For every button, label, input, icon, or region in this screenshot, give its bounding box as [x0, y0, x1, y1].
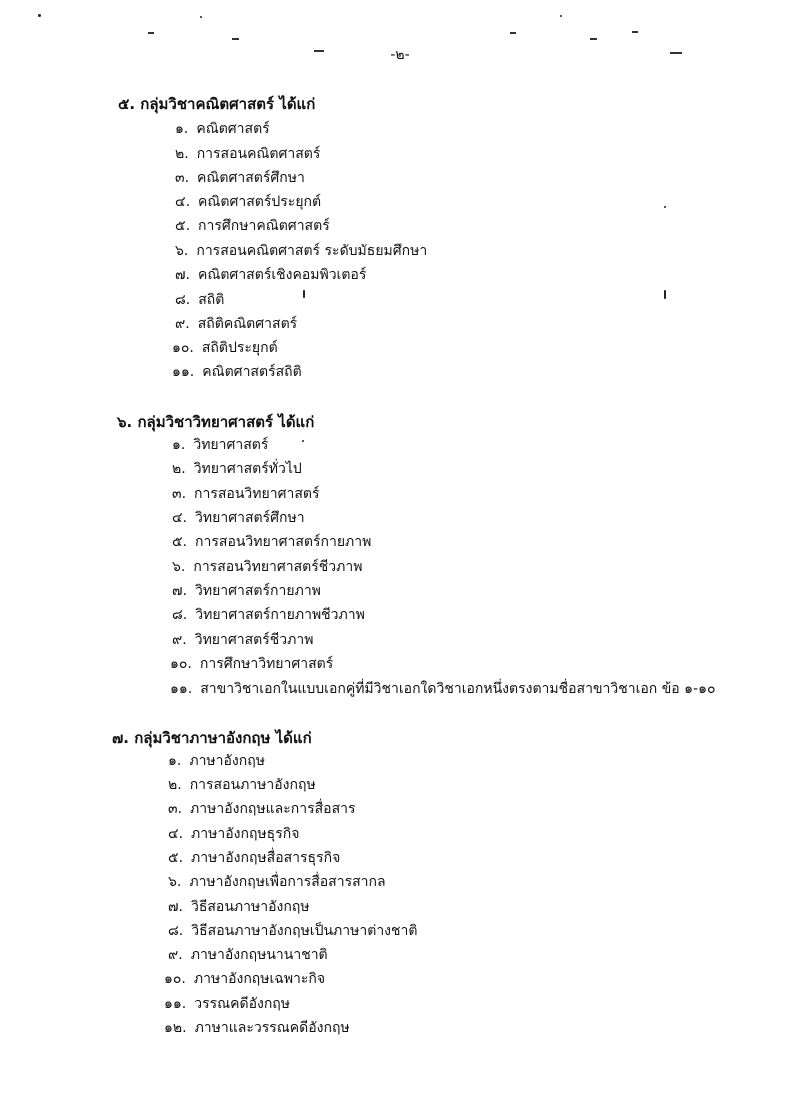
scan-mark — [590, 38, 597, 40]
list-item — [164, 1017, 350, 1039]
item-number: ๙. — [172, 632, 187, 648]
scan-speck — [38, 14, 41, 17]
item-label: การสอนภาษาอังกฤษ — [189, 777, 316, 793]
item-label: วิทยาศาสตร์ทั่วไป — [193, 461, 302, 477]
item-number: ๒. — [168, 777, 182, 793]
list-item — [168, 847, 340, 869]
list-item — [175, 143, 320, 165]
list-item — [175, 215, 330, 237]
item-label: สาขาวิชาเอกในแบบเอกคู่ที่มีวิชาเอกใดวิชาเอกหนึ่งตรงตามชื่อสาขาวิชาเอก ข้อ ๑-๑๐ — [200, 681, 716, 697]
list-item — [172, 580, 321, 602]
item-label: สถิติคณิตศาสตร์ — [197, 316, 298, 332]
item-number: ๑. — [175, 121, 189, 137]
item-number: ๓. — [175, 170, 190, 186]
list-item — [168, 920, 417, 942]
item-number: ๑. — [168, 753, 182, 769]
item-label: คณิตศาสตร์ประยุกต์ — [198, 194, 322, 210]
item-label: การสอนวิทยาศาสตร์ชีวภาพ — [193, 559, 363, 575]
group-heading-science: ๖. กลุ่มวิชาวิทยาศาสตร์ ได้แก่ — [117, 413, 315, 431]
list-item — [168, 774, 316, 796]
group-heading-mathematics: ๕. กลุ่มวิชาคณิตศาสตร์ ได้แก่ — [118, 95, 316, 113]
item-label: การสอนคณิตศาสตร์ — [196, 146, 321, 162]
item-number: ๓. — [172, 486, 187, 502]
item-label: วิทยาศาสตร์กายภาพ — [194, 583, 321, 599]
scan-mark — [632, 31, 638, 33]
list-item — [172, 507, 305, 529]
item-label: ภาษาอังกฤษเพื่อการสื่อสารสากล — [189, 874, 386, 890]
item-number: ๑. — [172, 437, 186, 453]
scan-mark — [148, 32, 154, 34]
group-heading-english: ๗. กลุ่มวิชาภาษาอังกฤษ ได้แก่ — [112, 729, 312, 747]
scan-mark — [510, 32, 516, 34]
item-label: คณิตศาสตร์สถิติ — [202, 364, 302, 380]
item-number: ๕. — [172, 534, 188, 550]
item-number: ๓. — [168, 801, 183, 817]
item-number: ๘. — [168, 923, 184, 939]
item-number: ๒. — [172, 461, 186, 477]
list-item — [164, 968, 325, 990]
item-label: คณิตศาสตร์ — [196, 121, 270, 137]
list-item — [175, 240, 427, 262]
list-item — [172, 629, 313, 651]
page-number: -๒- — [390, 47, 410, 63]
list-item — [170, 678, 716, 700]
list-item — [172, 337, 278, 359]
item-number: ๕. — [175, 218, 191, 234]
list-item — [172, 531, 371, 553]
list-item — [175, 264, 366, 286]
item-number: ๖. — [172, 559, 186, 575]
item-number: ๖. — [175, 243, 189, 259]
item-number: ๕. — [168, 850, 184, 866]
item-number: ๔. — [175, 194, 191, 210]
item-label: วิธีสอนภาษาอังกฤษ — [190, 899, 310, 915]
scan-speck — [200, 16, 202, 18]
list-item — [175, 118, 270, 140]
scan-speck — [302, 440, 304, 442]
item-label: คณิตศาสตร์เชิงคอมพิวเตอร์ — [197, 267, 367, 283]
item-label: วิทยาศาสตร์ — [193, 437, 269, 453]
item-number: ๖. — [168, 874, 182, 890]
list-item — [175, 191, 321, 213]
item-number: ๑๑. — [170, 681, 193, 697]
list-item — [170, 653, 333, 675]
item-label: การสอนคณิตศาสตร์ ระดับมัธยมศึกษา — [196, 243, 428, 259]
item-number: ๗. — [172, 583, 187, 599]
item-label: ภาษาอังกฤษและการสื่อสาร — [190, 801, 356, 817]
item-number: ๑๐. — [170, 656, 192, 672]
list-item — [168, 896, 310, 918]
scan-speck — [560, 15, 562, 17]
list-item — [175, 167, 305, 189]
list-item — [172, 361, 302, 383]
item-label: ภาษาอังกฤษนานาชาติ — [190, 947, 328, 963]
list-item — [172, 604, 365, 626]
list-item — [168, 823, 299, 845]
list-item — [172, 458, 302, 480]
item-label: การสอนวิทยาศาสตร์ — [194, 486, 320, 502]
item-number: ๔. — [172, 510, 188, 526]
item-label: สถิติ — [198, 292, 225, 308]
item-label: วรรณคดีอังกฤษ — [194, 996, 291, 1012]
item-number: ๗. — [168, 899, 183, 915]
item-label: วิทยาศาสตร์กายภาพชีวภาพ — [195, 607, 365, 623]
item-number: ๘. — [175, 292, 191, 308]
item-label: ภาษาอังกฤษ — [189, 753, 265, 769]
item-label: วิธีสอนภาษาอังกฤษเป็นภาษาต่างชาติ — [191, 923, 418, 939]
list-item — [175, 289, 224, 311]
list-item — [164, 993, 290, 1015]
list-item — [172, 434, 268, 456]
item-number: ๑๑. — [164, 996, 187, 1012]
item-number: ๔. — [168, 826, 184, 842]
item-label: ภาษาและวรรณคดีอังกฤษ — [194, 1020, 350, 1036]
item-number: ๘. — [172, 607, 188, 623]
item-number: ๑๑. — [172, 364, 195, 380]
item-number: ๑๐. — [164, 971, 186, 987]
list-item — [168, 871, 386, 893]
scan-speck — [664, 206, 666, 208]
list-item — [168, 798, 356, 820]
item-number: ๙. — [168, 947, 183, 963]
item-label: คณิตศาสตร์ศึกษา — [197, 170, 305, 186]
item-number: ๑๒. — [164, 1020, 187, 1036]
item-label: วิทยาศาสตร์ศึกษา — [195, 510, 305, 526]
list-item — [175, 313, 297, 335]
scan-speck — [303, 290, 305, 298]
item-label: สถิติประยุกต์ — [201, 340, 278, 356]
item-label: ภาษาอังกฤษธุรกิจ — [191, 826, 300, 842]
item-label: การศึกษาคณิตศาสตร์ — [198, 218, 330, 234]
scan-speck — [664, 290, 666, 299]
item-number: ๗. — [175, 267, 190, 283]
item-label: การสอนวิทยาศาสตร์กายภาพ — [195, 534, 372, 550]
item-label: การศึกษาวิทยาศาสตร์ — [199, 656, 334, 672]
item-label: ภาษาอังกฤษสื่อสารธุรกิจ — [191, 850, 341, 866]
item-label: ภาษาอังกฤษเฉพาะกิจ — [193, 971, 326, 987]
scan-mark — [232, 38, 239, 40]
list-item — [168, 944, 328, 966]
item-label: วิทยาศาสตร์ชีวภาพ — [194, 632, 314, 648]
list-item — [172, 556, 362, 578]
list-item — [172, 483, 319, 505]
item-number: ๙. — [175, 316, 190, 332]
list-item — [168, 750, 265, 772]
item-number: ๑๐. — [172, 340, 194, 356]
item-number: ๒. — [175, 146, 189, 162]
